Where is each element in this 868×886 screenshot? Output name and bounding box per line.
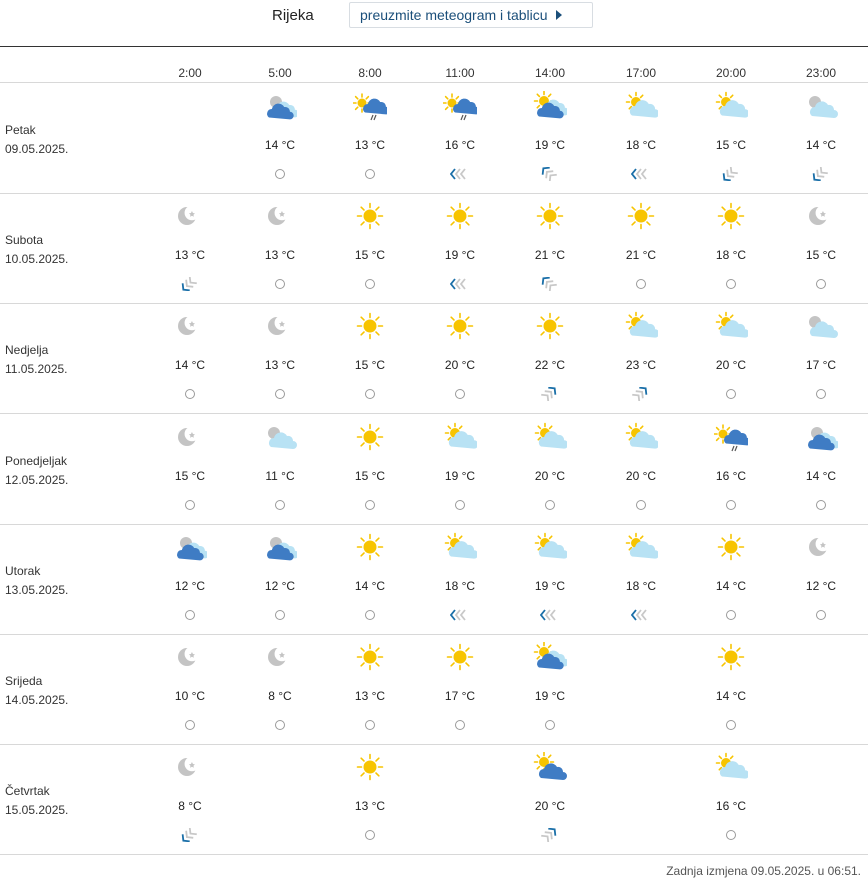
temperature: 14 °C xyxy=(715,579,747,593)
day-date: 11.05.2025. xyxy=(5,362,68,376)
wind-calm-icon xyxy=(721,608,741,622)
forecast-cell xyxy=(330,303,410,413)
wind-arrow-icon xyxy=(631,608,651,622)
sun-icon xyxy=(353,532,387,562)
forecast-cell xyxy=(240,524,320,634)
sun-cloud-light-icon xyxy=(714,752,748,782)
temperature: 20 °C xyxy=(534,469,566,483)
meteogram-button-label: preuzmite meteogram i tablicu xyxy=(360,7,548,23)
hour-label: 20:00 xyxy=(715,66,747,80)
forecast-cell xyxy=(240,193,320,303)
day-name: Ponedjeljak xyxy=(5,454,68,468)
day-date: 09.05.2025. xyxy=(5,142,69,156)
sun-icon xyxy=(353,752,387,782)
wind-calm-icon xyxy=(360,608,380,622)
sun-icon xyxy=(714,642,748,672)
forecast-cell xyxy=(510,744,590,854)
sun-cloud-light-icon xyxy=(533,422,567,452)
day-name: Utorak xyxy=(5,564,41,578)
sun-cloud-light-icon xyxy=(443,532,477,562)
wind-calm-icon xyxy=(360,498,380,512)
night-cloud-light-icon xyxy=(263,422,297,452)
wind-calm-icon xyxy=(180,498,200,512)
forecast-cell xyxy=(330,524,410,634)
wind-calm-icon xyxy=(360,828,380,842)
forecast-cell xyxy=(601,83,681,193)
wind-calm-icon xyxy=(721,277,741,291)
temperature: 20 °C xyxy=(715,358,747,372)
sun-cloud-light-icon xyxy=(443,422,477,452)
wind-calm-icon xyxy=(631,277,651,291)
forecast-cell xyxy=(691,193,771,303)
forecast-cell xyxy=(601,303,681,413)
wind-calm-icon xyxy=(360,387,380,401)
forecast-cell xyxy=(781,193,861,303)
wind-calm-icon xyxy=(540,718,560,732)
night-cloud-dark-icon xyxy=(263,91,297,121)
wind-arrow-icon xyxy=(540,608,560,622)
sun-cloud-rain-icon xyxy=(353,91,387,121)
wind-arrow-icon xyxy=(180,277,200,291)
night-cloud-light-icon xyxy=(804,311,838,341)
meteogram-button[interactable] xyxy=(349,2,593,28)
temperature: 19 °C xyxy=(534,689,566,703)
forecast-cell xyxy=(240,414,320,524)
city-name: Rijeka xyxy=(272,7,314,24)
temperature: 13 °C xyxy=(354,138,386,152)
day-row xyxy=(0,634,868,745)
temperature: 15 °C xyxy=(715,138,747,152)
forecast-cell xyxy=(781,524,861,634)
sun-cloud-dark-icon xyxy=(533,642,567,672)
forecast-cell xyxy=(601,414,681,524)
day-date: 13.05.2025. xyxy=(5,583,69,597)
wind-calm-icon xyxy=(450,718,470,732)
day-row xyxy=(0,193,868,304)
temperature: 19 °C xyxy=(444,248,476,262)
wind-calm-icon xyxy=(450,498,470,512)
wind-arrow-icon xyxy=(450,608,470,622)
day-row xyxy=(0,744,868,855)
temperature: 18 °C xyxy=(715,248,747,262)
temperature: 13 °C xyxy=(354,689,386,703)
hour-label: 14:00 xyxy=(534,66,566,80)
wind-calm-icon xyxy=(721,498,741,512)
temperature: 21 °C xyxy=(534,248,566,262)
temperature: 17 °C xyxy=(805,358,837,372)
wind-calm-icon xyxy=(360,167,380,181)
sun-cloud-light-icon xyxy=(533,532,567,562)
sun-cloud-dark-icon xyxy=(533,91,567,121)
wind-calm-icon xyxy=(180,608,200,622)
wind-calm-icon xyxy=(450,387,470,401)
forecast-cell xyxy=(150,193,230,303)
moon-icon xyxy=(263,201,297,231)
forecast-cell xyxy=(691,83,771,193)
forecast-cell xyxy=(691,524,771,634)
forecast-cell xyxy=(781,303,861,413)
temperature: 19 °C xyxy=(534,138,566,152)
wind-arrow-icon xyxy=(540,387,560,401)
temperature: 20 °C xyxy=(625,469,657,483)
day-date: 12.05.2025. xyxy=(5,473,69,487)
wind-calm-icon xyxy=(180,718,200,732)
wind-calm-icon xyxy=(270,167,290,181)
forecast-cell xyxy=(240,634,320,744)
hour-label: 5:00 xyxy=(268,66,292,80)
forecast-cell xyxy=(691,744,771,854)
hour-label: 23:00 xyxy=(805,66,837,80)
forecast-cell xyxy=(691,303,771,413)
wind-calm-icon xyxy=(180,387,200,401)
day-label xyxy=(5,452,68,490)
forecast-cell xyxy=(150,524,230,634)
moon-icon xyxy=(173,201,207,231)
day-label xyxy=(5,562,68,600)
moon-icon xyxy=(263,642,297,672)
forecast-cell xyxy=(330,744,410,854)
day-row xyxy=(0,524,868,635)
hour-label: 17:00 xyxy=(625,66,657,80)
day-label xyxy=(5,341,68,379)
forecast-cell xyxy=(240,303,320,413)
hour-label: 2:00 xyxy=(178,66,202,80)
day-row xyxy=(0,414,868,525)
wind-arrow-icon xyxy=(540,277,560,291)
temperature: 14 °C xyxy=(264,138,296,152)
temperature: 15 °C xyxy=(354,358,386,372)
wind-calm-icon xyxy=(811,498,831,512)
sun-cloud-light-icon xyxy=(714,91,748,121)
sun-icon xyxy=(714,201,748,231)
temperature: 13 °C xyxy=(264,248,296,262)
forecast-cell xyxy=(420,634,500,744)
temperature: 15 °C xyxy=(174,469,206,483)
day-name: Četvrtak xyxy=(5,784,50,798)
forecast-cell xyxy=(601,193,681,303)
wind-arrow-icon xyxy=(450,277,470,291)
moon-icon xyxy=(173,752,207,782)
hour-label: 11:00 xyxy=(445,66,475,80)
sun-icon xyxy=(353,422,387,452)
wind-calm-icon xyxy=(270,387,290,401)
sun-icon xyxy=(353,642,387,672)
forecast-cell xyxy=(510,524,590,634)
wind-calm-icon xyxy=(631,498,651,512)
night-cloud-dark-icon xyxy=(173,532,207,562)
night-cloud-light-icon xyxy=(804,91,838,121)
wind-calm-icon xyxy=(811,608,831,622)
temperature: 22 °C xyxy=(534,358,566,372)
sun-cloud-light-icon xyxy=(624,422,658,452)
temperature: 18 °C xyxy=(444,579,476,593)
wind-arrow-icon xyxy=(631,387,651,401)
last-updated-text: Zadnja izmjena 09.05.2025. u 06:51. xyxy=(666,864,861,878)
day-label xyxy=(5,782,68,820)
forecast-cell xyxy=(330,634,410,744)
forecast-cell xyxy=(420,193,500,303)
temperature: 19 °C xyxy=(534,579,566,593)
wind-calm-icon xyxy=(721,718,741,732)
temperature: 12 °C xyxy=(174,579,206,593)
night-cloud-dark-icon xyxy=(263,532,297,562)
temperature: 23 °C xyxy=(625,358,657,372)
day-name: Nedjelja xyxy=(5,343,49,357)
sun-icon xyxy=(533,201,567,231)
temperature: 16 °C xyxy=(715,469,747,483)
moon-icon xyxy=(173,311,207,341)
sun-icon xyxy=(353,311,387,341)
wind-calm-icon xyxy=(270,498,290,512)
forecast-cell xyxy=(510,193,590,303)
temperature: 14 °C xyxy=(715,689,747,703)
day-label xyxy=(5,231,68,269)
day-label xyxy=(5,672,68,710)
day-date: 15.05.2025. xyxy=(5,803,69,817)
temperature: 21 °C xyxy=(625,248,657,262)
temperature: 20 °C xyxy=(444,358,476,372)
temperature: 13 °C xyxy=(174,248,206,262)
wind-calm-icon xyxy=(811,277,831,291)
wind-arrow-icon xyxy=(180,828,200,842)
sun-icon xyxy=(443,201,477,231)
temperature: 16 °C xyxy=(444,138,476,152)
forecast-cell xyxy=(150,634,230,744)
wind-calm-icon xyxy=(360,277,380,291)
temperature: 14 °C xyxy=(174,358,206,372)
forecast-cell xyxy=(420,414,500,524)
forecast-cell xyxy=(330,414,410,524)
sun-icon xyxy=(533,311,567,341)
forecast-cell xyxy=(510,83,590,193)
sun-cloud-light-icon xyxy=(624,532,658,562)
temperature: 15 °C xyxy=(354,469,386,483)
forecast-cell xyxy=(150,744,230,854)
forecast-cell xyxy=(781,414,861,524)
wind-calm-icon xyxy=(811,387,831,401)
day-name: Subota xyxy=(5,233,44,247)
triangle-right-icon xyxy=(556,10,562,20)
forecast-cell xyxy=(691,634,771,744)
wind-calm-icon xyxy=(270,608,290,622)
wind-calm-icon xyxy=(270,718,290,732)
header xyxy=(0,0,868,47)
hour-label: 8:00 xyxy=(358,66,382,80)
temperature: 15 °C xyxy=(805,248,837,262)
forecast-cell xyxy=(510,303,590,413)
forecast-cell xyxy=(510,414,590,524)
sun-cloud-rain-icon xyxy=(714,422,748,452)
hour-header-row xyxy=(0,47,868,83)
sun-icon xyxy=(443,311,477,341)
sun-cloud-light-icon xyxy=(624,311,658,341)
sun-icon xyxy=(624,201,658,231)
forecast-cell xyxy=(691,414,771,524)
forecast-cell xyxy=(420,303,500,413)
temperature: 10 °C xyxy=(174,689,206,703)
wind-arrow-icon xyxy=(540,828,560,842)
forecast-cell xyxy=(420,524,500,634)
wind-arrow-icon xyxy=(631,167,651,181)
forecast-cell xyxy=(510,634,590,744)
forecast-cell xyxy=(601,524,681,634)
temperature: 13 °C xyxy=(264,358,296,372)
sun-cloud-light-icon xyxy=(714,311,748,341)
forecast-cell xyxy=(330,193,410,303)
forecast-cell xyxy=(330,83,410,193)
temperature: 8 °C xyxy=(178,799,202,813)
wind-calm-icon xyxy=(360,718,380,732)
temperature: 14 °C xyxy=(805,469,837,483)
temperature: 18 °C xyxy=(625,138,657,152)
forecast-cell xyxy=(420,83,500,193)
sun-cloud-rain-icon xyxy=(443,91,477,121)
sun-cloud-light-icon xyxy=(624,91,658,121)
temperature: 12 °C xyxy=(264,579,296,593)
forecast-cell xyxy=(150,303,230,413)
wind-calm-icon xyxy=(721,387,741,401)
moon-icon xyxy=(804,201,838,231)
wind-calm-icon xyxy=(540,498,560,512)
sun-cloud-dark-single-icon xyxy=(533,752,567,782)
wind-calm-icon xyxy=(721,828,741,842)
day-label xyxy=(5,121,68,159)
day-name: Srijeda xyxy=(5,674,43,688)
temperature: 13 °C xyxy=(354,799,386,813)
temperature: 18 °C xyxy=(625,579,657,593)
temperature: 14 °C xyxy=(805,138,837,152)
forecast-cell xyxy=(240,83,320,193)
forecast-cell xyxy=(781,83,861,193)
wind-calm-icon xyxy=(270,277,290,291)
day-date: 14.05.2025. xyxy=(5,693,69,707)
moon-icon xyxy=(804,532,838,562)
moon-icon xyxy=(173,422,207,452)
temperature: 15 °C xyxy=(354,248,386,262)
temperature: 17 °C xyxy=(444,689,476,703)
wind-arrow-icon xyxy=(721,167,741,181)
day-row xyxy=(0,83,868,194)
moon-icon xyxy=(173,642,207,672)
moon-icon xyxy=(263,311,297,341)
night-cloud-dark-icon xyxy=(804,422,838,452)
sun-icon xyxy=(443,642,477,672)
temperature: 20 °C xyxy=(534,799,566,813)
sun-icon xyxy=(353,201,387,231)
temperature: 16 °C xyxy=(715,799,747,813)
temperature: 19 °C xyxy=(444,469,476,483)
wind-arrow-icon xyxy=(811,167,831,181)
forecast-cell xyxy=(150,414,230,524)
day-date: 10.05.2025. xyxy=(5,252,69,266)
temperature: 8 °C xyxy=(268,689,292,703)
wind-arrow-icon xyxy=(540,167,560,181)
wind-arrow-icon xyxy=(450,167,470,181)
day-name: Petak xyxy=(5,123,36,137)
temperature: 12 °C xyxy=(805,579,837,593)
day-row xyxy=(0,303,868,414)
temperature: 11 °C xyxy=(265,469,295,483)
temperature: 14 °C xyxy=(354,579,386,593)
sun-icon xyxy=(714,532,748,562)
